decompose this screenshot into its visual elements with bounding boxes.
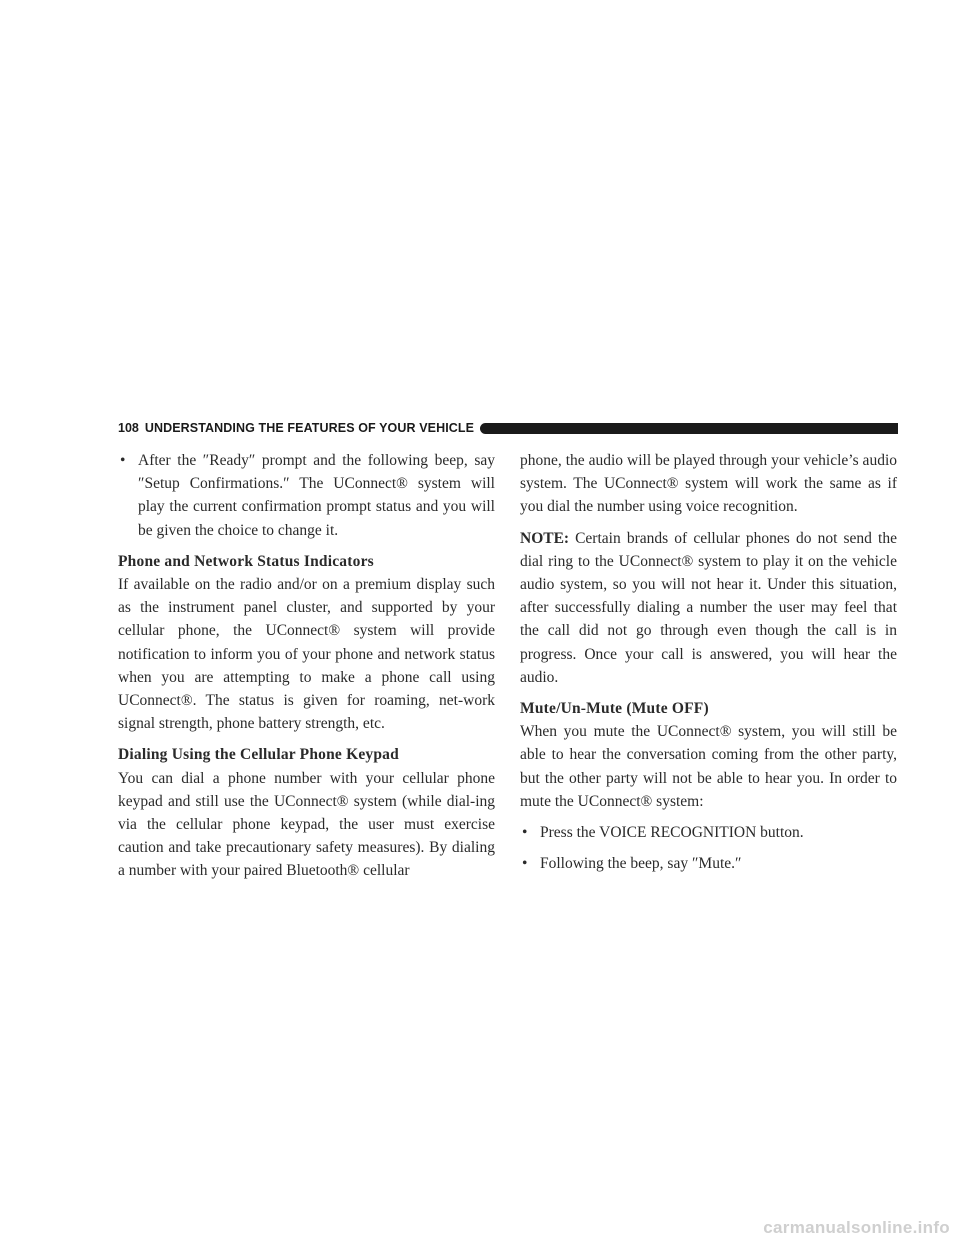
- left-column: [118, 449, 495, 891]
- note-paragraph: [520, 527, 897, 689]
- section-heading: Mute/Un-Mute (Mute OFF): [520, 700, 709, 718]
- bullet-text: Press the VOICE RECOGNITION button.: [540, 824, 804, 842]
- bullet-text: After the ″Ready″ prompt and the following beep, say ″Setup Confirmations.″ The UConnect® system will play the current confirmation prompt status and you will be given the choice to change it.: [138, 452, 495, 539]
- paragraph: phone, the audio will be played through your vehicle’s audio system. The UConnect® system will work the same as if you dial the number using voice recognition.: [520, 452, 897, 516]
- note-label: NOTE:: [520, 529, 570, 547]
- section-heading: Dialing Using the Cellular Phone Keypad: [118, 746, 399, 764]
- bullet-text: Following the beep, say ″Mute.″: [540, 855, 742, 873]
- note-text: Certain brands of cellular phones do not send the dial ring to the UConnect® system to play it on the vehicle audio system, so you will not hear it. Under this situation, after successfully dialing a number the user may feel that the call did not go through even though the call is in progress. Once your call is answered, you will hear the audio.: [520, 529, 897, 686]
- paragraph: You can dial a phone number with your cellular phone keypad and still use the UConnect® system (while dial-ing via the cellular phone keypad, the user must exercise caution and take precautionary safety measures). By dialing a number with your paired Bluetooth® cellular: [118, 769, 495, 880]
- paragraph: When you mute the UConnect® system, you will still be able to hear the conversation coming from the other party, but the other party will not be able to hear you. In order to mute the UConnect® system:: [520, 723, 897, 810]
- list-item: [520, 852, 897, 875]
- paragraph: If available on the radio and/or on a premium display such as the instrument panel cluster, and supported by your cellular phone, the UConnect® system will provide notification to inform you of your phone and network status when you are attempting to make a phone call using UConnect®. The status is given for roaming, net-work signal strength, phone battery strength, etc.: [118, 576, 495, 733]
- bullet-icon: •: [522, 855, 528, 873]
- page-number: 108: [118, 421, 139, 435]
- section-title: UNDERSTANDING THE FEATURES OF YOUR VEHICLE: [144, 421, 475, 435]
- bullet-icon: •: [522, 824, 528, 842]
- list-item: [118, 449, 495, 542]
- header-bar: [480, 423, 898, 434]
- bullet-icon: •: [120, 452, 126, 469]
- right-column: [520, 449, 897, 883]
- watermark: carmanualsonline.info: [763, 1218, 950, 1237]
- page-header: [118, 419, 898, 437]
- section-heading: Phone and Network Status Indicators: [118, 552, 374, 570]
- list-item: [520, 821, 897, 844]
